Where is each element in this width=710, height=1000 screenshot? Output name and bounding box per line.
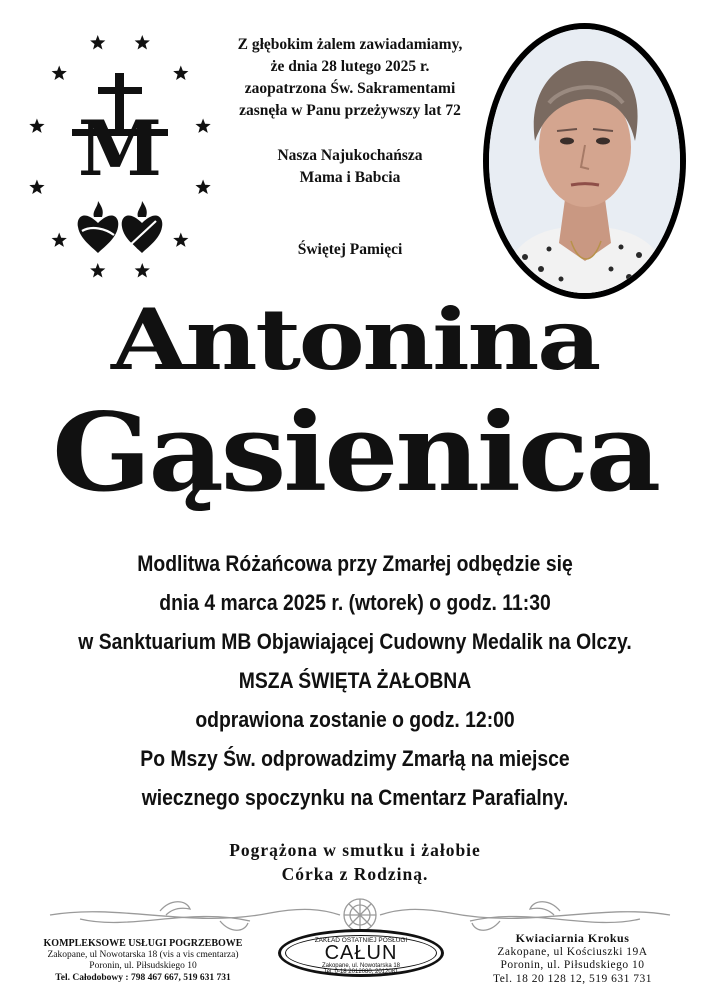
- funeral-home-title: KOMPLEKSOWE USŁUGI POGRZEBOWE: [43, 938, 243, 949]
- funeral-home-info: [8, 938, 278, 984]
- logo-address: Zakopane, ul. Nowotarska 18: [321, 963, 401, 969]
- star-icon: [173, 66, 188, 80]
- announcement-text: [205, 34, 495, 122]
- m-letter-icon: M: [77, 104, 163, 193]
- star-icon: [90, 263, 105, 277]
- funeral-home-phone: Tel. Całodobowy : 798 467 667, 519 631 731: [55, 972, 231, 983]
- ceremony-line: dnia 4 marca 2025 r. (wtorek) o godz. 11:30: [159, 590, 551, 615]
- intro-line: Z głębokim żalem zawiadamiamy,: [237, 36, 463, 53]
- deceased-last-name: Gąsienica: [52, 390, 658, 516]
- dedication: [205, 145, 495, 189]
- ceremony-line: odprawiona zostanie o godz. 12:00: [195, 707, 515, 732]
- star-icon: [173, 232, 188, 246]
- star-icon: [52, 66, 67, 80]
- dedication-line: Mama i Babcia: [299, 169, 401, 186]
- ceremony-details: [0, 544, 710, 817]
- logo-name: CAŁUN: [324, 942, 398, 964]
- dedication-line: Nasza Najukochańsza: [277, 147, 423, 164]
- star-icon: [90, 35, 105, 49]
- deceased-first-name: Antonina: [110, 290, 600, 389]
- star-icon: [52, 232, 67, 246]
- memory-heading: Świętej Pamięci: [297, 241, 403, 258]
- mourners-signature: [0, 838, 710, 886]
- intro-line: zasnęła w Panu przeżywszy lat 72: [239, 102, 461, 119]
- florist-address: Zakopane, ul Kościuszki 19A: [497, 945, 648, 958]
- star-icon: [29, 180, 44, 194]
- intro-line: zaopatrzona Św. Sakramentami: [244, 80, 456, 97]
- ceremony-line: w Sanktuarium MB Objawiającej Cudowny Medalik na Olczy.: [78, 629, 632, 654]
- logo-tagline: ZAKŁAD OSTATNIEJ POSŁUGI: [314, 937, 408, 944]
- portrait-illustration: [489, 29, 680, 293]
- ceremony-line: Po Mszy Św. odprowadzimy Zmarłą na miejsce: [140, 746, 570, 771]
- calun-logo: [278, 929, 444, 977]
- miraculous-medal-emblem-icon: [20, 25, 220, 295]
- star-icon: [29, 118, 44, 132]
- florist-title: Kwiaciarnia Krokus: [515, 931, 630, 945]
- intro-line: że dnia 28 lutego 2025 r.: [270, 58, 430, 75]
- funeral-home-address: Zakopane, ul Nowotarska 18 (vis a vis cmentarza): [47, 949, 239, 960]
- funeral-home-address: Poronin, ul. Piłsudskiego 10: [89, 961, 197, 971]
- florist-phone: Tel. 18 20 128 12, 519 631 731: [493, 972, 652, 985]
- ceremony-line: MSZA ŚWIĘTA ŻAŁOBNA: [238, 668, 472, 693]
- ceremony-line: wiecznego spoczynku na Cmentarz Parafialny.: [141, 785, 569, 810]
- star-icon: [135, 35, 150, 49]
- logo-phone: Tel. 0-18 2012080, 2012081: [323, 969, 399, 975]
- mourners-line: Pogrążona w smutku i żałobie: [229, 840, 481, 860]
- portrait-photo: [489, 29, 680, 293]
- ceremony-line: Modlitwa Różańcowa przy Zmarłej odbędzie się: [137, 551, 573, 576]
- florist-address: Poronin, ul. Piłsudskiego 10: [500, 959, 645, 971]
- star-icon: [135, 263, 150, 277]
- florist-info: [445, 932, 700, 986]
- mourners-line: Córka z Rodziną.: [281, 864, 429, 884]
